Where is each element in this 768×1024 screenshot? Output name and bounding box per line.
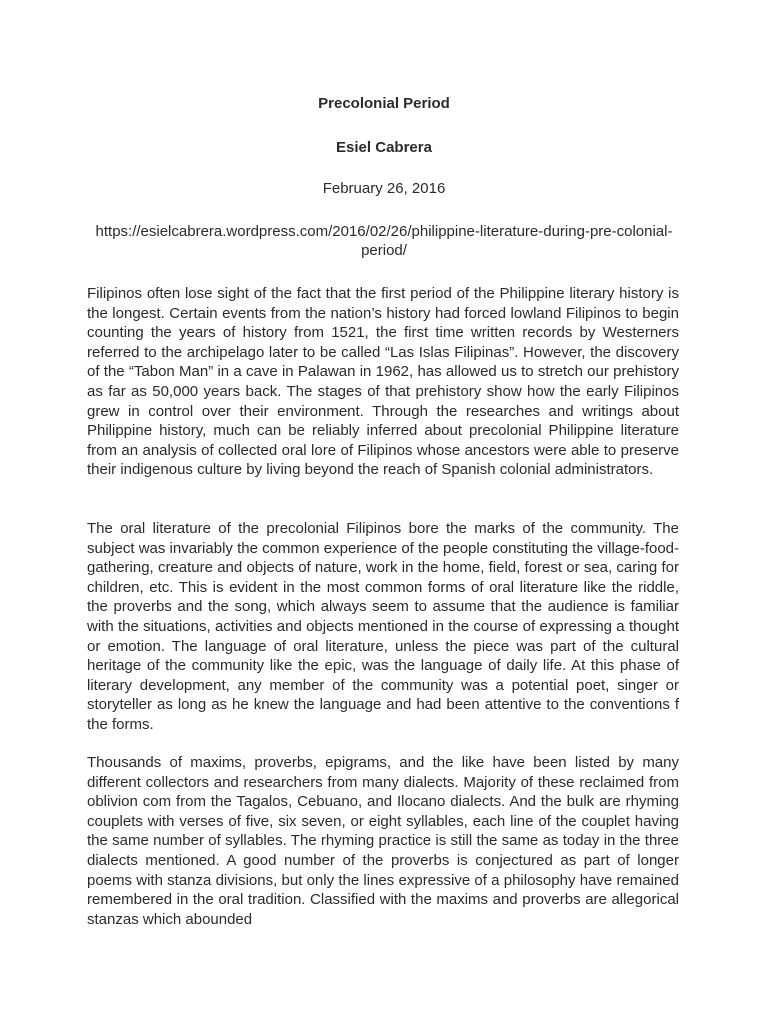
body-paragraph-2: The oral literature of the precolonial Filipinos bore the marks of the community. The subject was invariably the common experience of the people constituting the village-food-gathering, creature and objects of nature, work in the home, field, forest or sea, caring for children, etc. This is evident in the most common forms of oral literature like the riddle, the proverbs and the song, which always seem to assume that the audience is familiar with the situations, activities and objects mentioned in the course of expressing a thought or emotion. The language of oral literature, unless the piece was part of the cultural heritage of the community like the epic, was the language of daily life. At this phase of literary development, any member of the community was a potential poet, singer or storyteller as long as he knew the language and had been attentive to the conventions f the forms. [87,520,680,733]
document-date: February 26, 2016 [322,180,446,197]
document-source-url: https://esielcabrera.wordpress.com/2016/02/26/philippine-literature-during-pre-colonial-period/ [95,223,673,259]
body-paragraph-1: Filipinos often lose sight of the fact that the first period of the Philippine literary history is the longest. Certain events from the nation’s history had forced lowland Filipinos to begin counting the years of history from 1521, the first time written records by Westerners referred to the archipelago later to be called “Las Islas Filipinas”. However, the discovery of the “Tabon Man” in a cave in Palawan in 1962, has allowed us to stretch our prehistory as far as 50,000 years back. The stages of that prehistory show how the early Filipinos grew in control over their environment. Through the researches and writings about Philippine history, much can be reliably inferred about precolonial Philippine literature from an analysis of collected oral lore of Filipinos whose ancestors were able to preserve their indigenous culture by living beyond the reach of Spanish colonial administrators. [87,285,679,479]
body-paragraph-3: Thousands of maxims, proverbs, epigrams, and the like have been listed by many different collectors and researchers from many dialects. Majority of these reclaimed from oblivion com from the Tagalos, Cebuano, and Ilocano dialects. And the bulk are rhyming couplets with verses of five, six seven, or eight syllables, each line of the couplet having the same number of syllables. The rhyming practice is still the same as today in the three dialects mentioned. A good number of the proverbs is conjectured as part of longer poems with stanza divisions, but only the lines expressive of a philosophy have remained remembered in the oral tradition. Classified with the maxims and proverbs are allegorical stanzas which abounded [87,754,679,928]
document-author: Esiel Cabrera [336,139,432,156]
document-title: Precolonial Period [318,95,450,112]
